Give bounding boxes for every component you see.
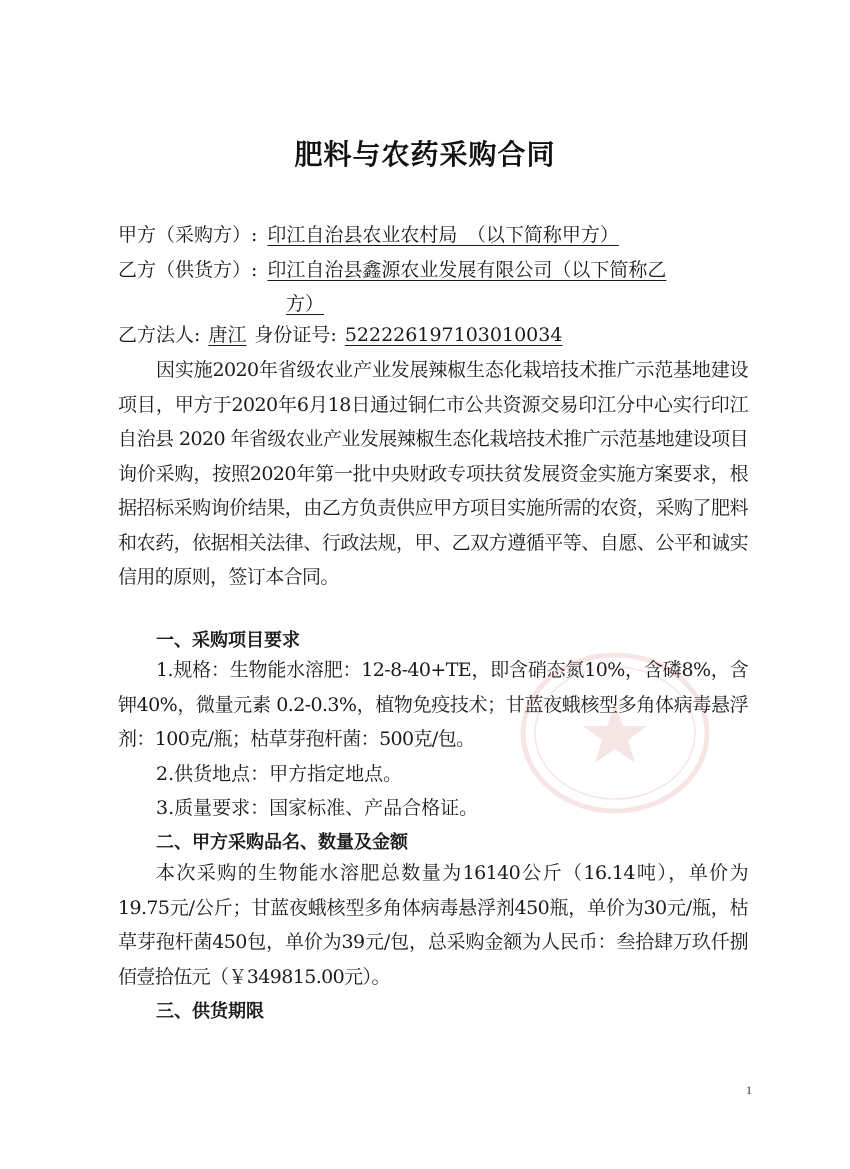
section-heading-quantity-amount: 二、甲方采购品名、数量及金额 <box>156 832 408 853</box>
party-b-label: 乙方（供货方）: <box>118 259 258 281</box>
party-b-line <box>118 261 666 280</box>
party-b-value: 印江自治县鑫源农业发展有限公司（以下简称乙 <box>267 259 667 281</box>
legal-rep-name: 唐江 <box>208 324 247 346</box>
party-a-value: 印江自治县农业农村局 （以下简称甲方） <box>267 224 619 246</box>
party-b-value-continued: 方） <box>286 293 325 315</box>
spec-item: 1.规格：生物能水溶肥：12-8-40+TE，即含硝态氮10%，含磷8%，含钾40%，微量元素 0.2-0.3%，植物免疫技术；甘蓝夜蛾核型多角体病毒悬浮剂：100克/瓶；枯草芽孢杆菌：500克/包。 <box>118 659 748 750</box>
intro-paragraph: 因实施2020年省级农业产业发展辣椒生态化栽培技术推广示范基地建设项目，甲方于2020年6月18日通过铜仁市公共资源交易印江分中心实行印江自治县 2020 年省级农业产业发展辣椒生态化栽培技术推广示范基地建设项目询价采购，按照2020年第一批中央财政专项扶贫发展资金实施方案要求，根据招标采购询价结果，由乙方负责供应甲方项目实施所需的农资，采购了肥料和农药，依据相关法律、行政法规，甲、乙双方遵循平等、自愿、公平和诚实信用的原则，签订本合同。 <box>118 359 748 588</box>
section-heading-requirements: 一、采购项目要求 <box>156 630 300 651</box>
legal-rep-line <box>118 326 562 345</box>
quality-requirement-item: 3.质量要求：国家标准、产品合格证。 <box>156 797 479 819</box>
quantity-amount-paragraph: 本次采购的生物能水溶肥总数量为16140公斤（16.14吨），单价为19.75元/公斤；甘蓝夜蛾核型多角体病毒悬浮剂450瓶，单价为30元/瓶，枯草芽孢杆菌450包，单价为39元/包，总采购金额为人民币：叁拾肆万玖仟捌佰壹拾伍元（￥349815.00元）。 <box>118 862 748 988</box>
delivery-location-item: 2.供货地点：甲方指定地点。 <box>156 763 403 785</box>
party-a-line <box>118 226 619 245</box>
party-a-label: 甲方（采购方）: <box>118 224 258 246</box>
document-title: 肥料与农药采购合同 <box>294 138 556 171</box>
id-number: 522226197103010034 <box>344 324 563 346</box>
id-label: 身份证号: <box>254 324 337 346</box>
page-number: 1 <box>746 1083 752 1097</box>
section-heading-delivery-period: 三、供货期限 <box>156 1001 264 1022</box>
legal-rep-label: 乙方法人: <box>118 324 201 346</box>
